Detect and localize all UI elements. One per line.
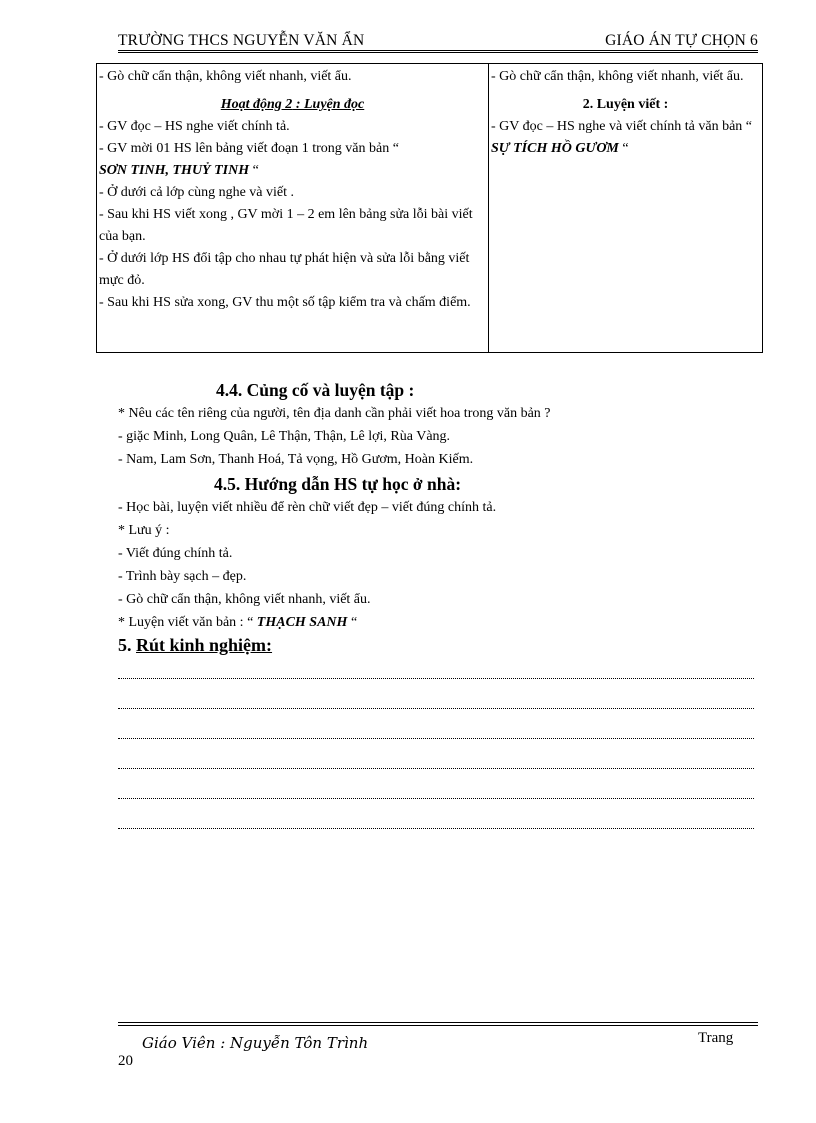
blank-line [118, 708, 754, 709]
section-4-5-line-4: - Trình bày sạch – đẹp. [118, 569, 247, 584]
student-activity-cell [489, 64, 763, 353]
header-divider [118, 50, 758, 53]
left-line-1: - Gò chữ cẩn thận, không viết nhanh, viết ẩu. [99, 69, 352, 84]
section-4-4-answer-2: - Nam, Lam Sơn, Thanh Hoá, Tả vọng, Hồ Gươm, Hoàn Kiếm. [118, 452, 474, 467]
blank-line [118, 828, 754, 829]
section-4-4-title: 4.4. Củng cố và luyện tập : [216, 380, 415, 400]
section-4-5-title: 4.5. Hướng dẫn HS tự học ở nhà: [214, 474, 462, 494]
left-line-4: - Ở dưới cả lớp cùng nghe và viết . [99, 185, 295, 200]
section-4-5-line-5: - Gò chữ cẩn thận, không viết nhanh, viết ẩu. [118, 592, 371, 607]
school-name: TRƯỜNG THCS NGUYỄN VĂN ẨN [118, 32, 365, 49]
teacher-activity-cell [97, 64, 489, 353]
activity-2-title: Hoạt động 2 : Luyện đọc [220, 97, 365, 112]
left-line-3: - GV mời 01 HS lên bảng viết đoạn 1 trong văn bản “ SƠN TINH, THUỶ TINH “ [99, 141, 399, 178]
right-line-2: - GV đọc – HS nghe và viết chính tả văn bản “ SỰ TÍCH HỒ GƯƠM “ [491, 119, 753, 156]
left-line-5: - Sau khi HS viết xong , GV mời 1 – 2 em lên bảng sửa lỗi bài viết của bạn. [99, 207, 473, 244]
section-4-5 [118, 473, 758, 634]
section-4-5-line-6: * Luyện viết văn bản : “ THẠCH SANH “ [118, 615, 358, 630]
blank-line [118, 678, 754, 679]
blank-line [118, 768, 754, 769]
section-4-4-answer-1: - giặc Minh, Long Quân, Lê Thận, Thận, Lê lợi, Rùa Vàng. [118, 429, 451, 444]
section-5-title: 5. Rút kinh nghiệm: [118, 635, 273, 655]
left-line-7: - Sau khi HS sửa xong, GV thu một số tập kiểm tra và chấm điểm. [99, 295, 471, 310]
section-4-5-line-1: - Học bài, luyện viết nhiều để rèn chữ viết đẹp – viết đúng chính tả. [118, 500, 497, 515]
section-4-5-line-3: - Viết đúng chính tả. [118, 546, 233, 561]
practice-writing-heading: 2. Luyện viết : [582, 97, 669, 112]
footer-divider [118, 1022, 758, 1026]
right-line-1: - Gò chữ cẩn thận, không viết nhanh, viết ẩu. [491, 69, 744, 84]
document-title: GIÁO ÁN TỰ CHỌN 6 [605, 32, 758, 49]
page-header [118, 26, 758, 50]
left-line-2: - GV đọc – HS nghe viết chính tả. [99, 119, 290, 134]
section-4-4 [118, 379, 758, 471]
left-line-6: - Ở dưới lớp HS đổi tập cho nhau tự phát hiện và sửa lỗi bằng viết mực đỏ. [99, 251, 470, 288]
blank-line [118, 798, 754, 799]
page-label: Trang [698, 1030, 734, 1046]
section-4-5-note: * Lưu ý : [118, 523, 170, 538]
page-number: 20 [118, 1053, 133, 1069]
blank-line [118, 738, 754, 739]
lesson-table [96, 63, 763, 353]
teacher-signature: Giáo Viên : Nguyễn Tôn Trình [142, 1034, 369, 1052]
section-4-4-question: * Nêu các tên riêng của người, tên địa danh cần phải viết hoa trong văn bản ? [118, 406, 551, 421]
